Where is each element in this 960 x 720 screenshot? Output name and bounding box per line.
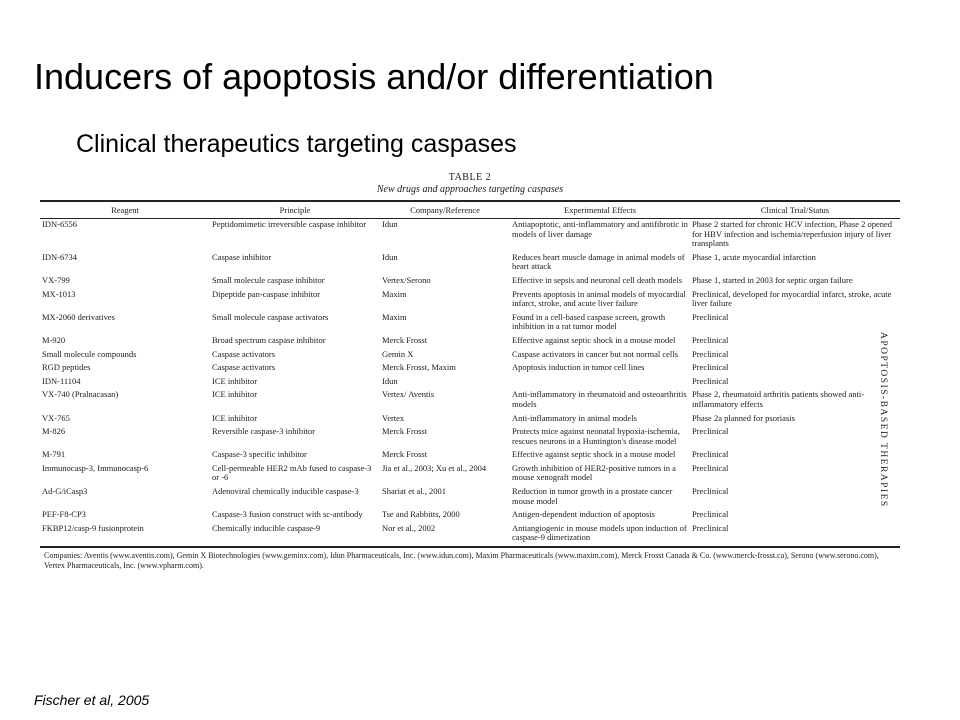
cell-company: Merck Frosst [382,334,428,345]
cell-effects: Effective in sepsis and neuronal cell death models [512,274,683,285]
cell-reagent: PEF-F8-CP3 [42,509,86,520]
cell-status: Preclinical [692,462,729,473]
cell-principle: ICE inhibitor [212,375,258,386]
cell-principle: Caspase-3 fusion construct with sc-antibody [212,509,363,520]
cell-company: Merck Frosst, Maxim [382,362,456,373]
cell-principle: ICE inhibitor [212,412,258,423]
cell-principle: Dipeptide pan-caspase inhibitor [212,288,321,299]
cell-effects [510,376,690,390]
table-row [40,362,900,376]
cell-effects: Anti-inflammatory in animal models [512,412,637,423]
cell-principle: Small molecule caspase activators [212,311,329,322]
table-row [40,219,900,252]
cell-status: Preclinical [692,311,729,322]
cell-reagent: VX-799 [42,274,70,285]
cell-company: Maxim [382,311,407,322]
cell-status: Preclinical [692,362,729,373]
cell-company: Nor et al., 2002 [382,522,436,533]
cell-effects: Prevents apoptosis in animal models of myocardial infarct, stroke, and acute liver failure [512,288,686,309]
cell-effects: Antiapoptotic, anti-inflammatory and antifibrotic in models of liver damage [512,219,688,239]
cell-reagent: Immunocasp-3, Immunocasp-6 [42,462,149,473]
slide-title: Inducers of apoptosis and/or differentiation [34,56,714,97]
cell-status: Preclinical [692,522,729,533]
cell-effects: Reduces heart muscle damage in animal models of heart attack [512,251,685,272]
cell-effects: Effective against septic shock in a mouse model [512,449,676,460]
cell-principle: Caspase activators [212,348,276,359]
side-label: APOPTOSIS-BASED THERAPIES [878,332,888,508]
table-caption [40,172,900,196]
cell-effects: Caspase activators in cancer but not normal cells [512,348,678,359]
cell-status: Phase 2, rheumatoid arthritis patients showed anti-inflammatory effects [692,389,865,409]
cell-principle: Caspase activators [212,362,276,373]
cell-principle: Cell-permeable HER2 mAb fused to caspase-3 or -6 [212,462,372,483]
cell-reagent: VX-740 (Pralnacasan) [42,389,119,400]
citation: Fischer et al, 2005 [34,692,150,708]
cell-company: Vertex/Serono [382,274,431,285]
header-reagent: Reagent [40,201,210,219]
cell-effects: Growth inhibition of HER2-positive tumors in a mouse xenograft model [512,462,676,483]
cell-effects: Antiangiogenic in mouse models upon induction of caspase-9 dimerization [512,522,687,543]
header-principle: Principle [210,201,380,219]
cell-principle: Peptidomimetic irreversible caspase inhibitor [212,219,367,229]
cell-reagent: RGD peptides [42,362,91,373]
cell-status: Preclinical [692,486,729,497]
cell-reagent: MX-2060 derivatives [42,311,115,322]
cell-effects: Antigen-dependent induction of apoptosis [512,509,655,520]
table-row [40,349,900,363]
table-row [40,389,900,412]
cell-status: Preclinical [692,375,729,386]
cell-effects: Found in a cell-based caspase screen, growth inhibition in a rat tumor model [512,311,666,332]
cell-effects: Apoptosis induction in tumor cell lines [512,362,645,373]
cell-principle: Small molecule caspase inhibitor [212,274,325,285]
table-row [40,463,900,486]
cell-principle: Broad spectrum caspase inhibitor [212,334,326,345]
cell-effects: Protects mice against neonatal hypoxia-ischemia, rescues neurons in a Huntington's disease model [512,426,680,446]
cell-principle: Reversible caspase-3 inhibitor [212,426,315,437]
table-figure [40,172,900,571]
cell-company: Vertex [382,412,405,423]
cell-effects: Anti-inflammatory in rheumatoid and osteoarthritis models [512,389,687,409]
slide-subtitle: Clinical therapeutics targeting caspases [76,130,517,158]
cell-reagent: VX-765 [42,412,70,423]
table-row [40,275,900,289]
cell-status: Phase 2 started for chronic HCV infection, Phase 2 opened for HBV infection and ischemia/reperfusion injury of liver transplants [692,219,893,249]
table-row [40,289,900,312]
table-row [40,486,900,509]
cell-company: Jia et al., 2003; Xu et al., 2004 [382,462,487,473]
cell-status: Phase 1, acute myocardial infarction [692,251,816,262]
cell-effects: Reduction in tumor growth in a prostate cancer mouse model [512,486,673,506]
cell-company: Shariat et al., 2001 [382,486,446,497]
table-row [40,449,900,463]
cell-status: Preclinical [692,334,729,345]
header-status: Clinical Trial/Status [690,201,900,219]
table-row [40,252,900,275]
cell-principle: Caspase inhibitor [212,251,272,262]
table-row [40,509,900,523]
cell-reagent: IDN-6556 [42,219,77,229]
cell-company: Vertex/ Aventis [382,389,435,400]
cell-principle: Chemically inducible caspase-9 [212,522,321,533]
header-company: Company/Reference [380,201,510,219]
cell-principle: Caspase-3 specific inhibitor [212,449,307,460]
cell-reagent: Small molecule compounds [42,348,137,359]
header-effects: Experimental Effects [510,201,690,219]
cell-company: Idun [382,219,398,229]
cell-reagent: FKBP12/casp-9 fusionprotein [42,522,144,533]
cell-status: Preclinical [692,449,729,460]
cell-status: Phase 1, started in 2003 for septic organ failure [692,274,853,285]
cell-principle: ICE inhibitor [212,389,258,400]
cell-company: Idun [382,251,398,262]
table-row [40,413,900,427]
cell-company: Tse and Rabbitts, 2000 [382,509,460,520]
cell-company: Idun [382,375,398,386]
table-row [40,523,900,547]
table-header-row [40,201,900,219]
table-body [40,219,900,548]
cell-status: Preclinical [692,426,729,437]
table-footnote: Companies: Aventis (www.aventis.com), Gemin X Biotechnologies (www.geminx.com), Idun Pharmaceuticals, Inc. (www.idun.com), Maxim Pharmaceuticals (www.maxim.com), Merck Frosst Canada & Co. (www.merck-frosst.ca), Serono (www.serono.com), Vertex Pharmaceuticals, Inc. (www.vpharm.com). [44,551,879,571]
cell-company: Maxim [382,288,407,299]
cell-reagent: IDN-11104 [42,375,81,386]
drug-table [40,200,900,548]
cell-reagent: M-826 [42,426,66,437]
cell-company: Merck Frosst [382,426,428,437]
table-row [40,426,900,449]
cell-status: Preclinical [692,509,729,520]
cell-reagent: Ad-G/iCasp3 [42,486,88,497]
table-number: TABLE 2 [448,172,492,183]
cell-status: Preclinical [692,348,729,359]
cell-reagent: MX-1013 [42,288,76,299]
cell-reagent: M-791 [42,449,66,460]
table-row [40,335,900,349]
cell-status: Preclinical, developed for myocardial infarct, stroke, acute liver failure [692,288,892,309]
cell-effects: Effective against septic shock in a mouse model [512,334,676,345]
cell-company: Merck Frosst [382,449,428,460]
cell-reagent: IDN-6734 [42,251,77,262]
table-row [40,312,900,335]
table-row [40,376,900,390]
cell-principle: Adenoviral chemically inducible caspase-3 [212,486,359,497]
table-subtitle: New drugs and approaches targeting caspases [376,184,564,195]
cell-status: Phase 2a planned for psoriasis [692,412,795,423]
cell-reagent: M-920 [42,334,66,345]
cell-company: Gemin X [382,348,414,359]
